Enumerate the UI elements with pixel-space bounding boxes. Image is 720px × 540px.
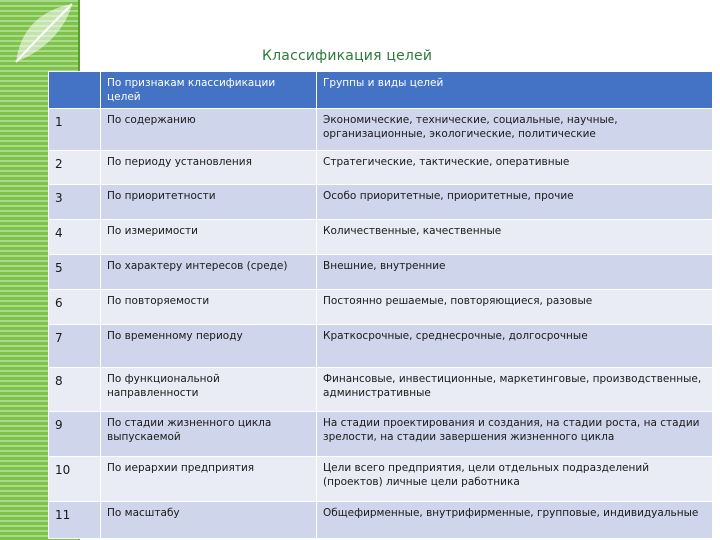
row-number: 8 xyxy=(49,368,101,412)
row-number: 2 xyxy=(49,151,101,185)
row-groups: На стадии проектирования и создания, на стадии роста, на стадии зрелости, на стадии завершения жизненного цикла xyxy=(317,412,713,457)
row-number: 6 xyxy=(49,290,101,325)
row-number: 11 xyxy=(49,502,101,539)
table-row xyxy=(49,290,713,325)
row-groups: Цели всего предприятия, цели отдельных подразделений (проектов) личные цели работника xyxy=(317,457,713,502)
row-groups: Экономические, технические, социальные, научные, организационные, экологические, политические xyxy=(317,109,713,151)
row-criterion: По стадии жизненного цикла выпускаемой xyxy=(101,412,317,457)
row-criterion: По содержанию xyxy=(101,109,317,151)
table-row xyxy=(49,412,713,457)
row-groups: Особо приоритетные, приоритетные, прочие xyxy=(317,185,713,220)
row-groups: Стратегические, тактические, оперативные xyxy=(317,151,713,185)
row-number: 9 xyxy=(49,412,101,457)
row-number: 1 xyxy=(49,109,101,151)
table-row xyxy=(49,151,713,185)
row-criterion: По иерархии предприятия xyxy=(101,457,317,502)
table-row xyxy=(49,368,713,412)
header-criterion: По признакам классификации целей xyxy=(101,72,317,109)
row-criterion: По характеру интересов (среде) xyxy=(101,255,317,290)
page-title: Классификация целей xyxy=(262,48,433,64)
table-row xyxy=(49,220,713,255)
row-criterion: По периоду установления xyxy=(101,151,317,185)
goals-classification-table xyxy=(48,71,713,539)
table-row xyxy=(49,185,713,220)
row-groups: Финансовые, инвестиционные, маркетинговые, производственные, административные xyxy=(317,368,713,412)
row-number: 10 xyxy=(49,457,101,502)
row-criterion: По временному периоду xyxy=(101,325,317,368)
table-row xyxy=(49,502,713,539)
table-row xyxy=(49,109,713,151)
table-row xyxy=(49,457,713,502)
leaf-decoration-icon xyxy=(6,0,76,70)
row-criterion: По масштабу xyxy=(101,502,317,539)
row-groups: Краткосрочные, среднесрочные, долгосрочные xyxy=(317,325,713,368)
row-groups: Общефирменные, внутрифирменные, групповые, индивидуальные xyxy=(317,502,713,539)
row-criterion: По функциональной направленности xyxy=(101,368,317,412)
table-row xyxy=(49,255,713,290)
row-number: 5 xyxy=(49,255,101,290)
header-number xyxy=(49,72,101,109)
row-criterion: По приоритетности xyxy=(101,185,317,220)
header-groups: Группы и виды целей xyxy=(317,72,713,109)
row-groups: Внешние, внутренние xyxy=(317,255,713,290)
row-number: 3 xyxy=(49,185,101,220)
row-number: 7 xyxy=(49,325,101,368)
row-number: 4 xyxy=(49,220,101,255)
row-groups: Постоянно решаемые, повторяющиеся, разовые xyxy=(317,290,713,325)
row-groups: Количественные, качественные xyxy=(317,220,713,255)
row-criterion: По измеримости xyxy=(101,220,317,255)
table-row xyxy=(49,325,713,368)
row-criterion: По повторяемости xyxy=(101,290,317,325)
table-header-row xyxy=(49,72,713,109)
